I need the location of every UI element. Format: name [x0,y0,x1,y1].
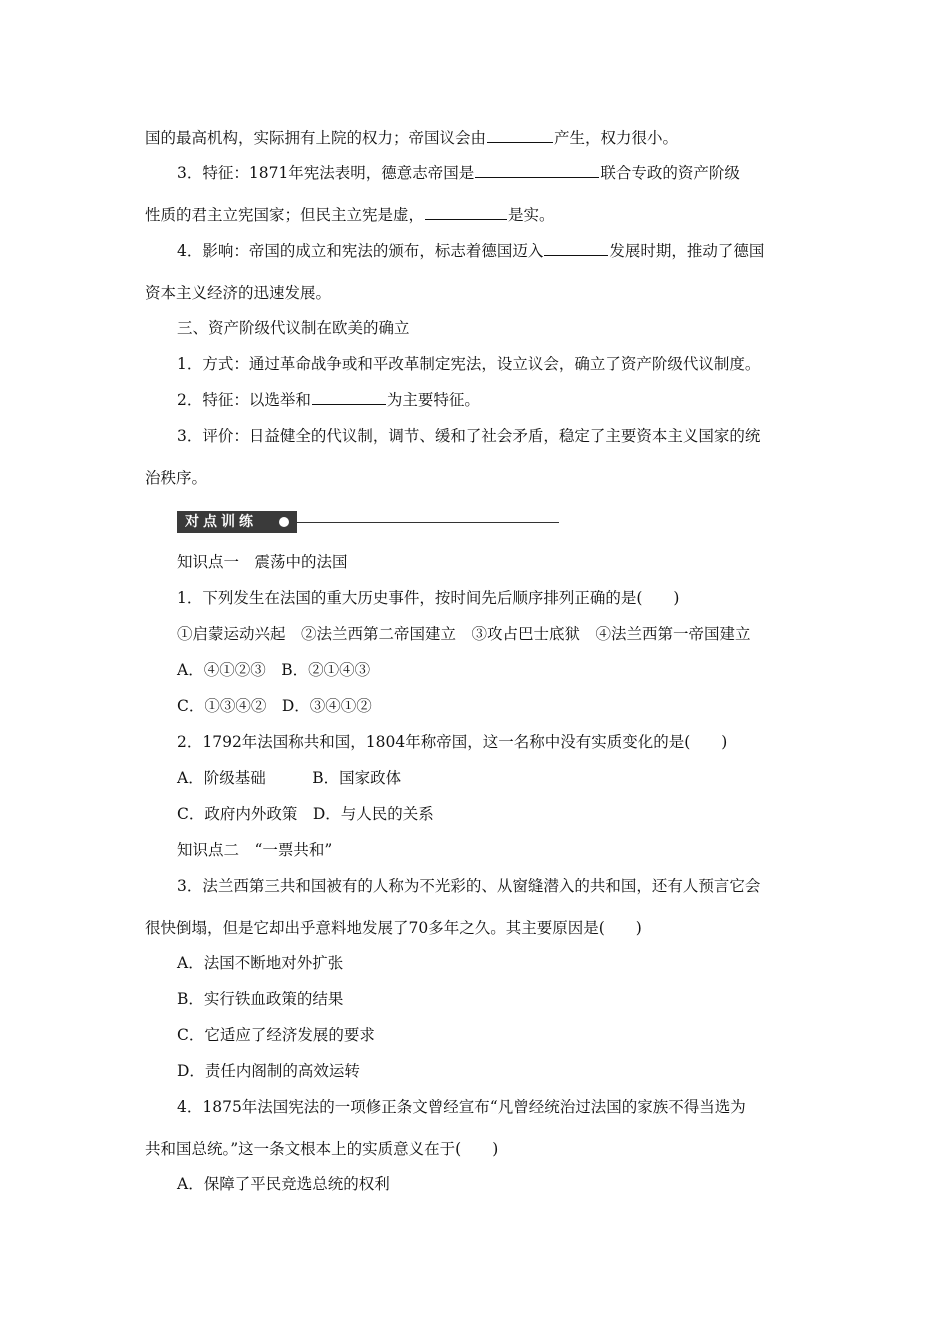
text-line: 3．评价：日益健全的代议制，调节、缓和了社会矛盾，稳定了主要资本主义国家的统 [177,427,761,445]
answer-option: B．实行铁血政策的结果 [177,990,344,1008]
text-line: 1．方式：通过革命战争或和平改革制定宪法，设立议会，确立了资产阶级代议制度。 [177,355,761,373]
question-text: 共和国总统。”这一条文根本上的实质意义在于( ) [145,1140,499,1158]
section-banner [177,511,297,533]
text-segment: 发展时期，推动了德国 [609,242,765,260]
text-segment: 为主要特征。 [386,391,480,409]
text-segment: 性质的君主立宪国家；但民主立宪是虚， [145,206,425,224]
knowledge-point-heading: 知识点一 震荡中的法国 [177,553,348,571]
text-segment: 4．影响：帝国的成立和宪法的颁布，标志着德国迈入 [177,242,544,260]
text-segment: 3．特征：1871年宪法表明，德意志帝国是 [177,164,475,182]
banner-title: 对点训练 [185,514,257,530]
answer-option: A．法国不断地对外扩张 [177,954,344,972]
question-items: ①启蒙运动兴起 ②法兰西第二帝国建立 ③攻占巴士底狱 ④法兰西第一帝国建立 [177,625,751,643]
text-line [177,241,857,261]
answer-option: A．保障了平民竞选总统的权利 [177,1175,390,1193]
fill-blank [544,241,608,256]
answer-options: C．政府内外政策 D．与人民的关系 [177,805,434,823]
bullet-dot-icon [279,517,289,527]
answer-options: A．阶级基础 B．国家政体 [177,769,402,787]
text-line [145,128,825,148]
section-heading: 三、资产阶级代议制在欧美的确立 [177,319,410,337]
fill-blank [475,163,599,178]
text-line [177,390,857,410]
question-text: 2．1792年法国称共和国，1804年称帝国，这一名称中没有实质变化的是( ) [177,733,728,751]
question-text: 1．下列发生在法国的重大历史事件，按时间先后顺序排列正确的是( ) [177,589,680,607]
knowledge-point-heading: 知识点二 “一票共和” [177,841,333,859]
answer-option: C．它适应了经济发展的要求 [177,1026,375,1044]
fill-blank [312,390,386,405]
text-segment: 国的最高机构，实际拥有上院的权力；帝国议会由 [145,129,487,147]
fill-blank [425,205,507,220]
text-segment: 是实。 [508,206,555,224]
question-text: 4．1875年法国宪法的一项修正条文曾经宣布“凡曾经统治过法国的家族不得当选为 [177,1098,746,1116]
text-line [177,163,857,183]
text-segment: 产生，权力很小。 [554,129,679,147]
banner-divider [297,522,559,523]
question-text: 很快倒塌，但是它却出乎意料地发展了70多年之久。其主要原因是( ) [145,919,642,937]
text-line: 治秩序。 [145,469,208,487]
text-line: 资本主义经济的迅速发展。 [145,284,332,302]
answer-option: D．责任内阁制的高效运转 [177,1062,360,1080]
question-text: 3．法兰西第三共和国被有的人称为不光彩的、从窗缝潜入的共和国，还有人预言它会 [177,877,761,895]
answer-options: A．④①②③ B．②①④③ [177,661,371,679]
fill-blank [487,128,553,143]
text-segment: 2．特征：以选举和 [177,391,311,409]
text-line [145,205,825,225]
text-segment: 联合专政的资产阶级 [600,164,740,182]
answer-options: C．①③④② D．③④①② [177,697,372,715]
